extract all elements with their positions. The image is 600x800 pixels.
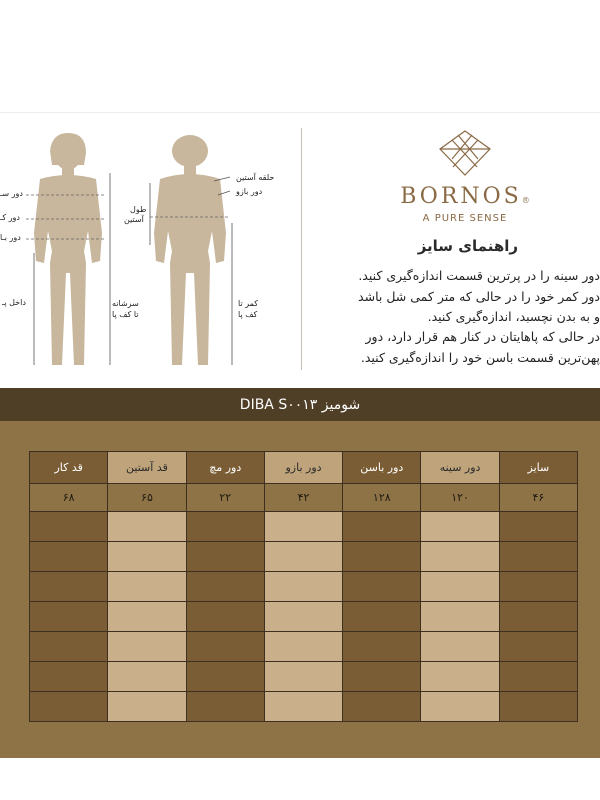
label-sleeve-1: طول xyxy=(130,205,147,214)
table-cell-empty xyxy=(186,632,264,662)
table-cell-empty xyxy=(499,662,577,692)
table-header-row xyxy=(30,452,578,484)
table-cell-empty xyxy=(264,662,342,692)
table-cell-empty xyxy=(186,692,264,722)
product-title-bar xyxy=(0,388,600,421)
table-cell-empty xyxy=(343,602,421,632)
table-cell-empty xyxy=(186,662,264,692)
table-cell-empty xyxy=(421,662,499,692)
label-waist-floor-1: کمر تا xyxy=(238,299,259,308)
table-cell-empty xyxy=(186,542,264,572)
label-front-hip: دور بـا xyxy=(0,233,21,242)
table-cell-empty xyxy=(343,662,421,692)
table-cell-empty xyxy=(108,662,186,692)
col-header-size: سایز xyxy=(499,452,577,484)
body-measurement-illustration xyxy=(0,113,300,388)
label-arm: دور بازو xyxy=(236,187,263,196)
instruction-line: دور کمر خود را در حالی که متر کمی شل باشد xyxy=(358,289,600,304)
instruction-line: و به بدن نچسبد، اندازه‌گیری کنید. xyxy=(427,309,600,324)
table-cell-empty xyxy=(343,632,421,662)
table-cell-empty xyxy=(499,572,577,602)
front-body-figure xyxy=(34,133,102,365)
table-cell-empty xyxy=(30,512,108,542)
brand-logo xyxy=(380,129,550,229)
table-cell-empty xyxy=(30,542,108,572)
instruction-line: پهن‌ترین قسمت باسن خود را اندازه‌گیری کنید. xyxy=(360,350,600,365)
size-table-panel xyxy=(0,421,600,758)
label-shoulder-2: تا کف پا xyxy=(112,310,139,319)
table-cell-empty xyxy=(108,632,186,662)
col-header-sleeve-length: قد آستین xyxy=(108,452,186,484)
label-shoulder-1: سرشانه xyxy=(112,299,139,308)
table-cell-empty xyxy=(343,572,421,602)
table-row-empty xyxy=(30,572,578,602)
cell-bust: ۱۲۰ xyxy=(421,484,499,512)
table-row xyxy=(30,484,578,512)
table-cell-empty xyxy=(264,602,342,632)
table-cell-empty xyxy=(186,602,264,632)
label-armhole: حلقه آستین xyxy=(236,173,275,182)
label-front-inseam: داخل پـ xyxy=(2,298,26,307)
table-cell-empty xyxy=(108,542,186,572)
table-cell-empty xyxy=(421,572,499,602)
table-cell-empty xyxy=(30,572,108,602)
label-waist-floor-2: کف پا xyxy=(238,310,258,319)
table-cell-empty xyxy=(499,602,577,632)
col-header-wrist: دور مچ xyxy=(186,452,264,484)
cell-size: ۴۶ xyxy=(499,484,577,512)
table-cell-empty xyxy=(264,512,342,542)
col-header-garment-length: قد کار xyxy=(30,452,108,484)
size-table xyxy=(29,451,578,722)
table-row-empty xyxy=(30,632,578,662)
cell-sleeve-length: ۶۵ xyxy=(108,484,186,512)
table-row-empty xyxy=(30,542,578,572)
table-cell-empty xyxy=(499,512,577,542)
table-cell-empty xyxy=(421,632,499,662)
table-cell-empty xyxy=(421,542,499,572)
table-row-empty xyxy=(30,662,578,692)
table-cell-empty xyxy=(108,602,186,632)
table-cell-empty xyxy=(30,632,108,662)
brand-name: BORNOS® xyxy=(400,184,530,209)
instruction-line: در حالی که پاهایتان در کنار هم قرار دارد، دور xyxy=(365,329,600,344)
table-cell-empty xyxy=(108,692,186,722)
table-cell-empty xyxy=(421,602,499,632)
table-cell-empty xyxy=(264,572,342,602)
table-cell-empty xyxy=(30,662,108,692)
table-cell-empty xyxy=(343,542,421,572)
label-front-bust: دور سـ xyxy=(0,189,23,198)
size-guide-section xyxy=(0,113,600,388)
col-header-arm: دور بازو xyxy=(264,452,342,484)
table-cell-empty xyxy=(499,632,577,662)
col-header-hip: دور باسن xyxy=(343,452,421,484)
table-cell-empty xyxy=(264,542,342,572)
col-header-bust: دور سینه xyxy=(421,452,499,484)
table-cell-empty xyxy=(343,512,421,542)
table-cell-empty xyxy=(186,572,264,602)
table-cell-empty xyxy=(264,692,342,722)
table-row-empty xyxy=(30,692,578,722)
instruction-line: دور سینه را در پرترین قسمت اندازه‌گیری کنید. xyxy=(358,268,600,283)
table-cell-empty xyxy=(108,512,186,542)
table-row-empty xyxy=(30,602,578,632)
product-title: DIBA S۰۰۱۳ شومیز xyxy=(239,396,361,413)
table-cell-empty xyxy=(499,692,577,722)
brand-tagline: A PURE SENSE xyxy=(422,213,508,224)
table-cell-empty xyxy=(343,692,421,722)
cell-garment-length: ۶۸ xyxy=(30,484,108,512)
empty-rows xyxy=(30,512,578,722)
diamond-lattice-icon xyxy=(380,129,550,179)
table-cell-empty xyxy=(499,542,577,572)
table-cell-empty xyxy=(30,602,108,632)
bottom-whitespace xyxy=(0,758,600,800)
label-sleeve-2: آستین xyxy=(124,215,144,224)
table-row-empty xyxy=(30,512,578,542)
cell-hip: ۱۲۸ xyxy=(343,484,421,512)
back-body-figure xyxy=(154,135,226,365)
top-whitespace xyxy=(0,0,600,113)
table-cell-empty xyxy=(421,692,499,722)
table-cell-empty xyxy=(30,692,108,722)
table-cell-empty xyxy=(108,572,186,602)
table-cell-empty xyxy=(264,632,342,662)
cell-arm: ۴۲ xyxy=(264,484,342,512)
table-cell-empty xyxy=(421,512,499,542)
table-cell-empty xyxy=(186,512,264,542)
label-front-waist: دور کـ xyxy=(0,213,20,222)
size-guide-title: راهنمای سایز xyxy=(417,237,518,255)
cell-wrist: ۲۲ xyxy=(186,484,264,512)
